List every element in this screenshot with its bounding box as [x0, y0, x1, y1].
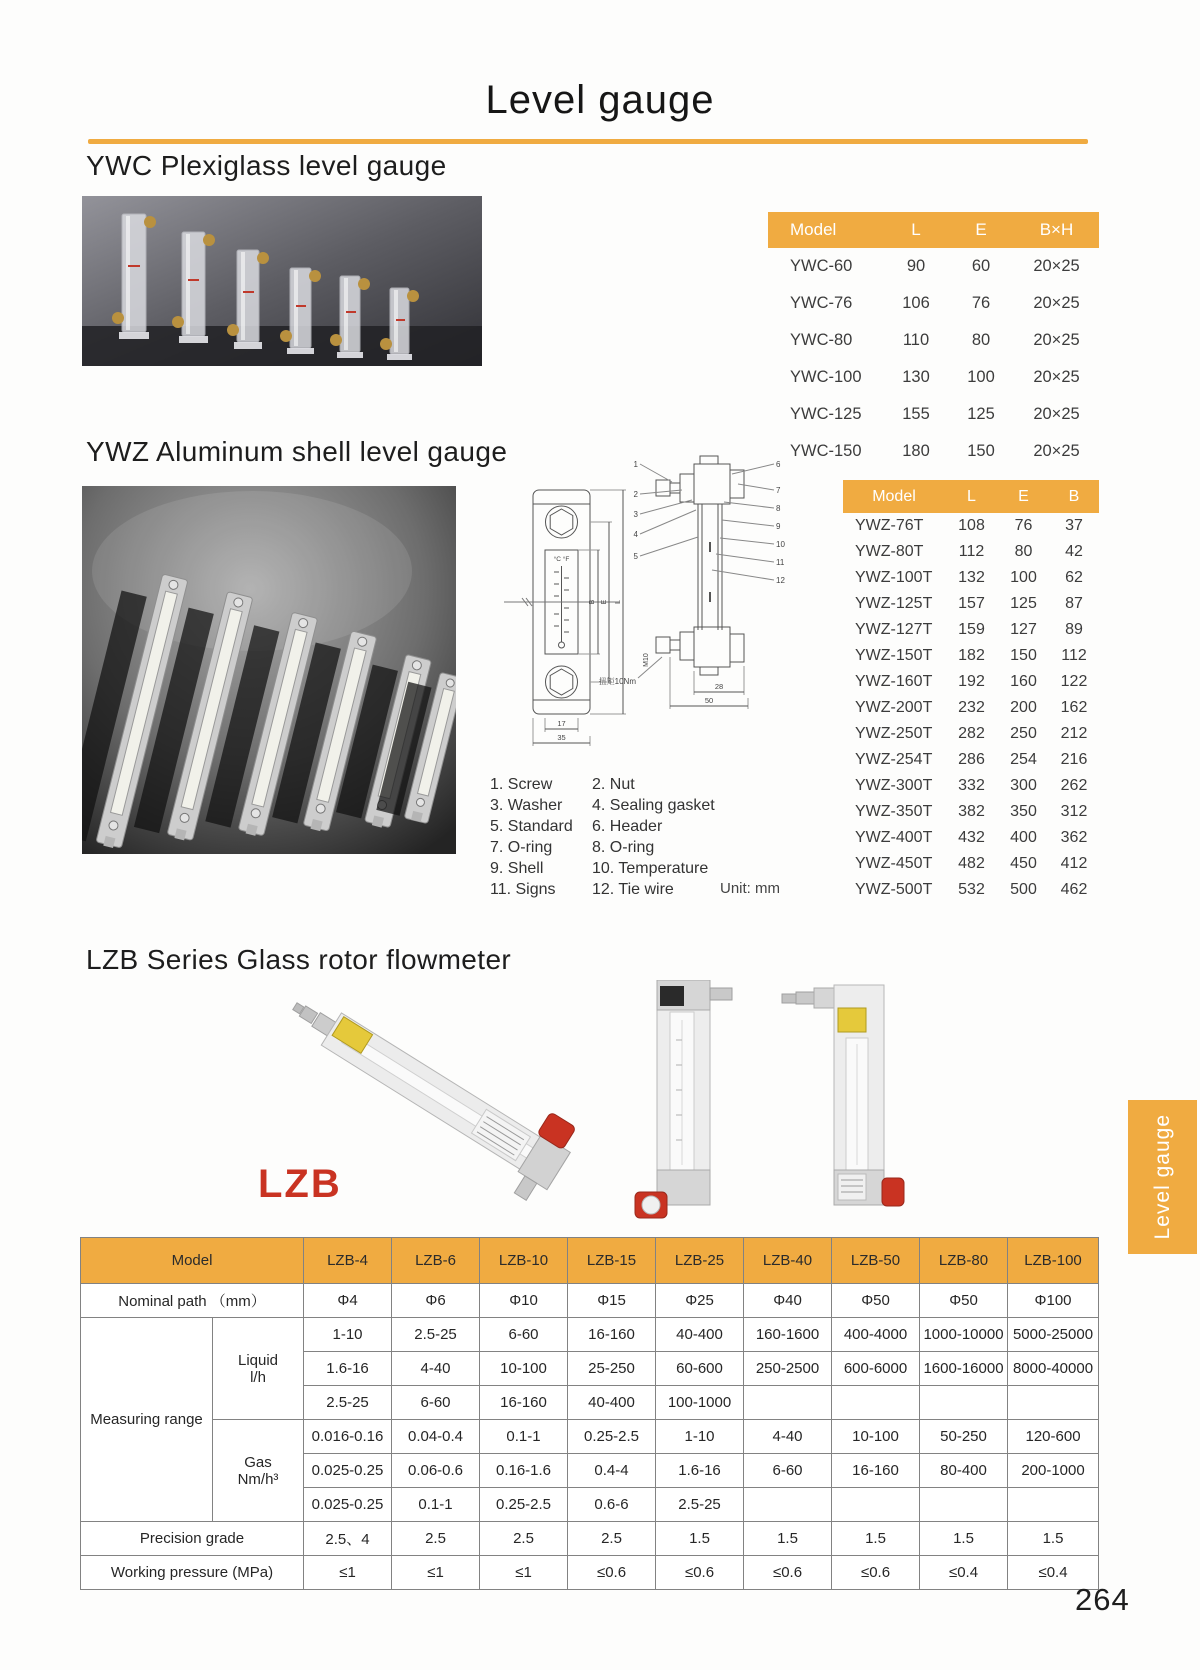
table-row: [768, 248, 1099, 285]
table-cell: 500: [1010, 881, 1037, 898]
gas-label-line2: Nm/h³: [237, 1470, 279, 1488]
table-cell: 0.025-0.25: [304, 1454, 392, 1488]
table-cell: 37: [1065, 517, 1083, 534]
table-cell: 20×25: [1033, 368, 1080, 386]
lzb-brand-label: LZB: [258, 1162, 342, 1206]
table-cell: 0.1-1: [480, 1420, 568, 1454]
column-header: LZB-50: [832, 1238, 920, 1284]
table-cell: ≤0.6: [744, 1556, 832, 1590]
table-cell: 1.5: [744, 1522, 832, 1556]
table-cell: YWZ-100T: [855, 569, 933, 586]
dim-label-28: 28: [714, 682, 724, 691]
table-cell: YWZ-250T: [855, 725, 933, 742]
table-cell: 155: [902, 405, 930, 423]
dim-label-35: 35: [557, 733, 566, 742]
part-item: 7. O-ring: [490, 839, 553, 856]
table-row: [843, 539, 1099, 565]
dim-label-50: 50: [704, 696, 714, 705]
table-row: [843, 825, 1099, 851]
table-cell: YWC-76: [790, 294, 853, 312]
table-cell: ≤1: [304, 1556, 392, 1590]
table-cell: 400-4000: [832, 1318, 920, 1352]
table-cell: 250: [1010, 725, 1037, 742]
table-cell: 20×25: [1033, 294, 1080, 312]
gas-label-line1: Gas: [244, 1453, 272, 1471]
thread-label: M10: [643, 653, 650, 667]
temp-scale-label: °C °F: [553, 556, 570, 563]
column-header: E: [1018, 487, 1029, 505]
table-cell: Φ50: [920, 1284, 1008, 1318]
parts-row: [490, 774, 800, 795]
table-cell: 76: [1014, 517, 1033, 534]
callout-number: 4: [633, 530, 638, 539]
table-cell: 350: [1010, 803, 1037, 820]
table-cell: YWZ-150T: [855, 647, 933, 664]
column-header: LZB-15: [568, 1238, 656, 1284]
callout-number: 5: [633, 552, 638, 561]
table-cell: [744, 1488, 832, 1522]
lzb-flowmeter-vertical-left: [635, 980, 732, 1218]
parts-row: [490, 837, 800, 858]
table-cell: 1.5: [656, 1522, 744, 1556]
table-cell: 0.04-0.4: [392, 1420, 480, 1454]
table-cell: 332: [958, 777, 985, 794]
table-row: [768, 433, 1099, 470]
table-cell: [1008, 1386, 1099, 1420]
table-cell: 1.6-16: [656, 1454, 744, 1488]
callout-number: 8: [776, 504, 781, 513]
dim-label-e: E: [601, 599, 608, 605]
table-cell: ≤0.6: [832, 1556, 920, 1590]
column-header: LZB-4: [304, 1238, 392, 1284]
table-row: [843, 643, 1099, 669]
ywz-technical-drawing: [486, 452, 788, 752]
table-cell: 250-2500: [744, 1352, 832, 1386]
callout-number: 7: [776, 486, 781, 495]
parts-row: [490, 816, 800, 837]
dim-label-b: B: [589, 599, 596, 605]
ywz-section-heading: YWZ Aluminum shell level gauge: [86, 436, 508, 467]
table-row: [843, 877, 1099, 903]
table-cell: 16-160: [568, 1318, 656, 1352]
table-row: [843, 669, 1099, 695]
part-item: 8. O-ring: [592, 839, 655, 856]
table-cell: 1.6-16: [304, 1352, 392, 1386]
table-cell: [1008, 1488, 1099, 1522]
table-row: [768, 359, 1099, 396]
table-cell: 300: [1010, 777, 1037, 794]
table-cell: 159: [958, 621, 985, 638]
table-cell: YWZ-127T: [855, 621, 933, 638]
table-cell: 40-400: [656, 1318, 744, 1352]
table-cell: 100: [967, 368, 995, 386]
table-header-row: [768, 212, 1099, 248]
callout-number: 6: [776, 460, 781, 469]
column-header: LZB-80: [920, 1238, 1008, 1284]
table-row: [81, 1522, 1099, 1556]
table-cell: YWZ-500T: [855, 881, 933, 898]
table-cell: 130: [902, 368, 930, 386]
row-label: Precision grade: [81, 1522, 304, 1556]
table-cell: 112: [1061, 647, 1087, 664]
table-cell: 1000-10000: [920, 1318, 1008, 1352]
table-cell: YWZ-450T: [855, 855, 933, 872]
table-cell: Φ6: [392, 1284, 480, 1318]
table-cell: 40-400: [568, 1386, 656, 1420]
part-item: 2. Nut: [592, 776, 635, 793]
table-cell: YWZ-80T: [855, 543, 924, 560]
table-cell: 108: [958, 517, 985, 534]
column-header: LZB-40: [744, 1238, 832, 1284]
table-cell: 112: [958, 543, 985, 560]
column-header: LZB-6: [392, 1238, 480, 1284]
table-cell: 0.16-1.6: [480, 1454, 568, 1488]
table-cell: 1-10: [304, 1318, 392, 1352]
table-cell: 2.5、4: [304, 1522, 392, 1556]
column-header: E: [975, 220, 987, 239]
ywc-spec-table: [768, 212, 1099, 470]
table-cell: 312: [1060, 803, 1088, 820]
row-label: Working pressure (MPa): [81, 1556, 304, 1590]
table-cell: 150: [967, 442, 995, 460]
liquid-label: [213, 1318, 304, 1420]
table-row: [81, 1318, 1099, 1352]
page-number: 264: [1075, 1582, 1130, 1617]
table-cell: [744, 1386, 832, 1420]
table-cell: 200-1000: [1008, 1454, 1099, 1488]
table-cell: 200: [1010, 699, 1037, 716]
callout-number: 2: [633, 490, 638, 499]
table-cell: Φ4: [304, 1284, 392, 1318]
table-cell: 382: [958, 803, 985, 820]
table-cell: YWC-150: [790, 442, 862, 460]
table-cell: 2.5: [568, 1522, 656, 1556]
table-cell: 5000-25000: [1008, 1318, 1099, 1352]
table-row: [81, 1284, 1099, 1318]
table-cell: 20×25: [1033, 405, 1080, 423]
table-cell: YWZ-254T: [855, 751, 933, 768]
table-cell: 20×25: [1033, 442, 1080, 460]
ywz-drawing-section-view: [638, 456, 774, 709]
part-item: 12. Tie wire: [592, 881, 674, 898]
measuring-range-label: Measuring range: [81, 1318, 213, 1522]
table-cell: 2.5-25: [392, 1318, 480, 1352]
table-cell: 50-250: [920, 1420, 1008, 1454]
lzb-spec-table: [80, 1237, 1099, 1590]
table-cell: [920, 1488, 1008, 1522]
row-label: Nominal path （mm）: [81, 1284, 304, 1318]
part-item: 11. Signs: [490, 881, 556, 898]
torque-label: 扭矩10Nm: [598, 677, 636, 686]
table-cell: 8000-40000: [1008, 1352, 1099, 1386]
table-cell: 6-60: [480, 1318, 568, 1352]
part-item: 3. Washer: [490, 797, 563, 814]
part-item: 9. Shell: [490, 860, 544, 877]
table-row: [81, 1556, 1099, 1590]
table-cell: 450: [1010, 855, 1037, 872]
table-row: [843, 851, 1099, 877]
table-cell: 25-250: [568, 1352, 656, 1386]
table-row: [843, 591, 1099, 617]
table-cell: 0.1-1: [392, 1488, 480, 1522]
unit-note: Unit: mm: [720, 880, 780, 897]
table-cell: 160: [1010, 673, 1037, 690]
table-cell: 125: [1010, 595, 1037, 612]
table-cell: 0.025-0.25: [304, 1488, 392, 1522]
table-cell: YWZ-350T: [855, 803, 933, 820]
table-cell: 60: [971, 257, 991, 275]
table-cell: 6-60: [744, 1454, 832, 1488]
table-cell: 2.5: [480, 1522, 568, 1556]
table-row: [843, 773, 1099, 799]
table-cell: 90: [906, 257, 926, 275]
table-cell: Φ100: [1008, 1284, 1099, 1318]
table-cell: 532: [958, 881, 985, 898]
parts-row: [490, 795, 800, 816]
table-cell: 0.016-0.16: [304, 1420, 392, 1454]
table-cell: 150: [1010, 647, 1037, 664]
table-cell: 1600-16000: [920, 1352, 1008, 1386]
table-cell: 232: [958, 699, 985, 716]
table-header-row: [81, 1238, 1099, 1284]
table-cell: 2.5-25: [656, 1488, 744, 1522]
table-cell: YWZ-200T: [855, 699, 933, 716]
table-cell: 76: [971, 294, 991, 312]
column-header: LZB-100: [1008, 1238, 1099, 1284]
table-cell: 216: [1060, 751, 1088, 768]
table-cell: YWZ-125T: [855, 595, 933, 612]
table-cell: YWC-60: [790, 257, 853, 275]
table-cell: 254: [1010, 751, 1037, 768]
table-cell: 2.5-25: [304, 1386, 392, 1420]
table-cell: 62: [1065, 569, 1083, 586]
table-cell: 286: [958, 751, 985, 768]
table-cell: 16-160: [832, 1454, 920, 1488]
table-cell: 100: [1010, 569, 1037, 586]
ywz-drawing-front-view: [504, 490, 626, 746]
table-cell: YWC-100: [790, 368, 862, 386]
ywc-section-heading: YWC Plexiglass level gauge: [86, 150, 447, 181]
table-cell: YWC-125: [790, 405, 862, 423]
side-tab-level-gauge: [1128, 1100, 1197, 1254]
table-cell: 80-400: [920, 1454, 1008, 1488]
table-cell: 127: [1010, 621, 1037, 638]
column-header: L: [911, 220, 921, 239]
part-item: 4. Sealing gasket: [592, 797, 715, 814]
table-cell: YWC-80: [790, 331, 853, 349]
callout-number: 11: [776, 558, 785, 567]
liquid-label-line2: l/h: [250, 1368, 266, 1386]
table-cell: 125: [967, 405, 995, 423]
table-cell: 100-1000: [656, 1386, 744, 1420]
part-item: 1. Screw: [490, 776, 553, 793]
table-cell: 110: [902, 331, 930, 349]
column-header: L: [967, 487, 976, 505]
table-cell: Φ40: [744, 1284, 832, 1318]
table-cell: 4-40: [744, 1420, 832, 1454]
table-cell: ≤1: [392, 1556, 480, 1590]
callout-number: 10: [776, 540, 785, 549]
table-cell: 1.5: [920, 1522, 1008, 1556]
table-cell: 87: [1065, 595, 1083, 612]
table-row: [843, 721, 1099, 747]
table-header-row: [843, 480, 1099, 513]
table-cell: 180: [902, 442, 930, 460]
table-cell: 157: [958, 595, 985, 612]
table-cell: ≤0.4: [920, 1556, 1008, 1590]
table-cell: 192: [958, 673, 985, 690]
table-cell: 462: [1060, 881, 1088, 898]
column-header: LZB-25: [656, 1238, 744, 1284]
table-cell: [832, 1386, 920, 1420]
table-cell: 42: [1065, 543, 1083, 560]
callout-number: 1: [633, 460, 638, 469]
table-cell: 10-100: [832, 1420, 920, 1454]
table-cell: ≤0.6: [656, 1556, 744, 1590]
table-cell: 6-60: [392, 1386, 480, 1420]
table-cell: YWZ-160T: [855, 673, 933, 690]
table-row: [843, 695, 1099, 721]
table-cell: 1.5: [1008, 1522, 1099, 1556]
table-row: [768, 285, 1099, 322]
table-cell: 80: [971, 331, 991, 349]
table-cell: 0.25-2.5: [568, 1420, 656, 1454]
table-cell: 60-600: [656, 1352, 744, 1386]
table-cell: 89: [1065, 621, 1083, 638]
table-cell: ≤0.6: [568, 1556, 656, 1590]
table-row: [843, 565, 1099, 591]
table-cell: YWZ-76T: [855, 517, 924, 534]
table-cell: 0.06-0.6: [392, 1454, 480, 1488]
dim-label-l: L: [615, 600, 622, 604]
table-cell: 1-10: [656, 1420, 744, 1454]
table-cell: 1.5: [832, 1522, 920, 1556]
table-cell: 182: [958, 647, 985, 664]
table-cell: 4-40: [392, 1352, 480, 1386]
table-cell: ≤0.4: [1008, 1556, 1099, 1590]
ywz-product-photo: [82, 486, 456, 854]
table-cell: 20×25: [1033, 257, 1080, 275]
ywc-product-photo: [82, 196, 482, 366]
table-cell: 0.4-4: [568, 1454, 656, 1488]
table-row: [843, 799, 1099, 825]
part-item: 5. Standard: [490, 818, 573, 835]
table-cell: 160-1600: [744, 1318, 832, 1352]
ywz-spec-table: [843, 480, 1099, 903]
page-title: Level gauge: [485, 78, 715, 122]
table-cell: 482: [958, 855, 985, 872]
table-cell: 162: [1060, 699, 1088, 716]
gas-label: [213, 1420, 304, 1522]
table-cell: 106: [902, 294, 930, 312]
table-cell: 0.25-2.5: [480, 1488, 568, 1522]
table-cell: 262: [1060, 777, 1088, 794]
table-row: [768, 322, 1099, 359]
table-cell: 282: [958, 725, 985, 742]
table-cell: 20×25: [1033, 331, 1080, 349]
table-row: [81, 1420, 1099, 1454]
table-cell: ≤1: [480, 1556, 568, 1590]
table-cell: [920, 1386, 1008, 1420]
callout-number: 12: [776, 576, 785, 585]
table-cell: 0.6-6: [568, 1488, 656, 1522]
table-cell: 132: [958, 569, 985, 586]
table-cell: 10-100: [480, 1352, 568, 1386]
table-cell: Φ25: [656, 1284, 744, 1318]
column-header: Model: [872, 487, 916, 505]
table-cell: 16-160: [480, 1386, 568, 1420]
table-cell: 432: [958, 829, 985, 846]
table-row: [843, 513, 1099, 539]
table-cell: Φ15: [568, 1284, 656, 1318]
table-row: [768, 396, 1099, 433]
table-cell: YWZ-400T: [855, 829, 933, 846]
column-header: Model: [790, 220, 837, 239]
table-row: [843, 747, 1099, 773]
table-cell: [832, 1488, 920, 1522]
table-row: [843, 617, 1099, 643]
table-cell: 400: [1010, 829, 1037, 846]
table-cell: Φ10: [480, 1284, 568, 1318]
callout-number: 3: [633, 510, 638, 519]
table-cell: 122: [1060, 673, 1088, 690]
column-header: Model: [81, 1238, 304, 1284]
table-cell: 80: [1014, 543, 1033, 560]
part-item: 10. Temperature: [592, 860, 709, 877]
column-header: B×H: [1039, 220, 1074, 239]
column-header: LZB-10: [480, 1238, 568, 1284]
dim-label-17: 17: [557, 719, 566, 728]
liquid-label-line1: Liquid: [237, 1351, 279, 1369]
side-tab-label: Level gauge: [1150, 1114, 1174, 1240]
table-cell: 600-6000: [832, 1352, 920, 1386]
lzb-section-heading: LZB Series Glass rotor flowmeter: [86, 944, 512, 975]
table-cell: Φ50: [832, 1284, 920, 1318]
table-cell: YWZ-300T: [855, 777, 933, 794]
part-item: 6. Header: [592, 818, 663, 835]
table-cell: 412: [1060, 855, 1088, 872]
table-cell: 2.5: [392, 1522, 480, 1556]
table-cell: 212: [1060, 725, 1088, 742]
table-cell: 120-600: [1008, 1420, 1099, 1454]
table-cell: 362: [1060, 829, 1088, 846]
title-divider: [88, 139, 1088, 144]
column-header: B: [1068, 487, 1080, 505]
lzb-flowmeter-vertical-right: [782, 985, 904, 1206]
parts-row: [490, 858, 800, 879]
callout-number: 9: [776, 522, 781, 531]
